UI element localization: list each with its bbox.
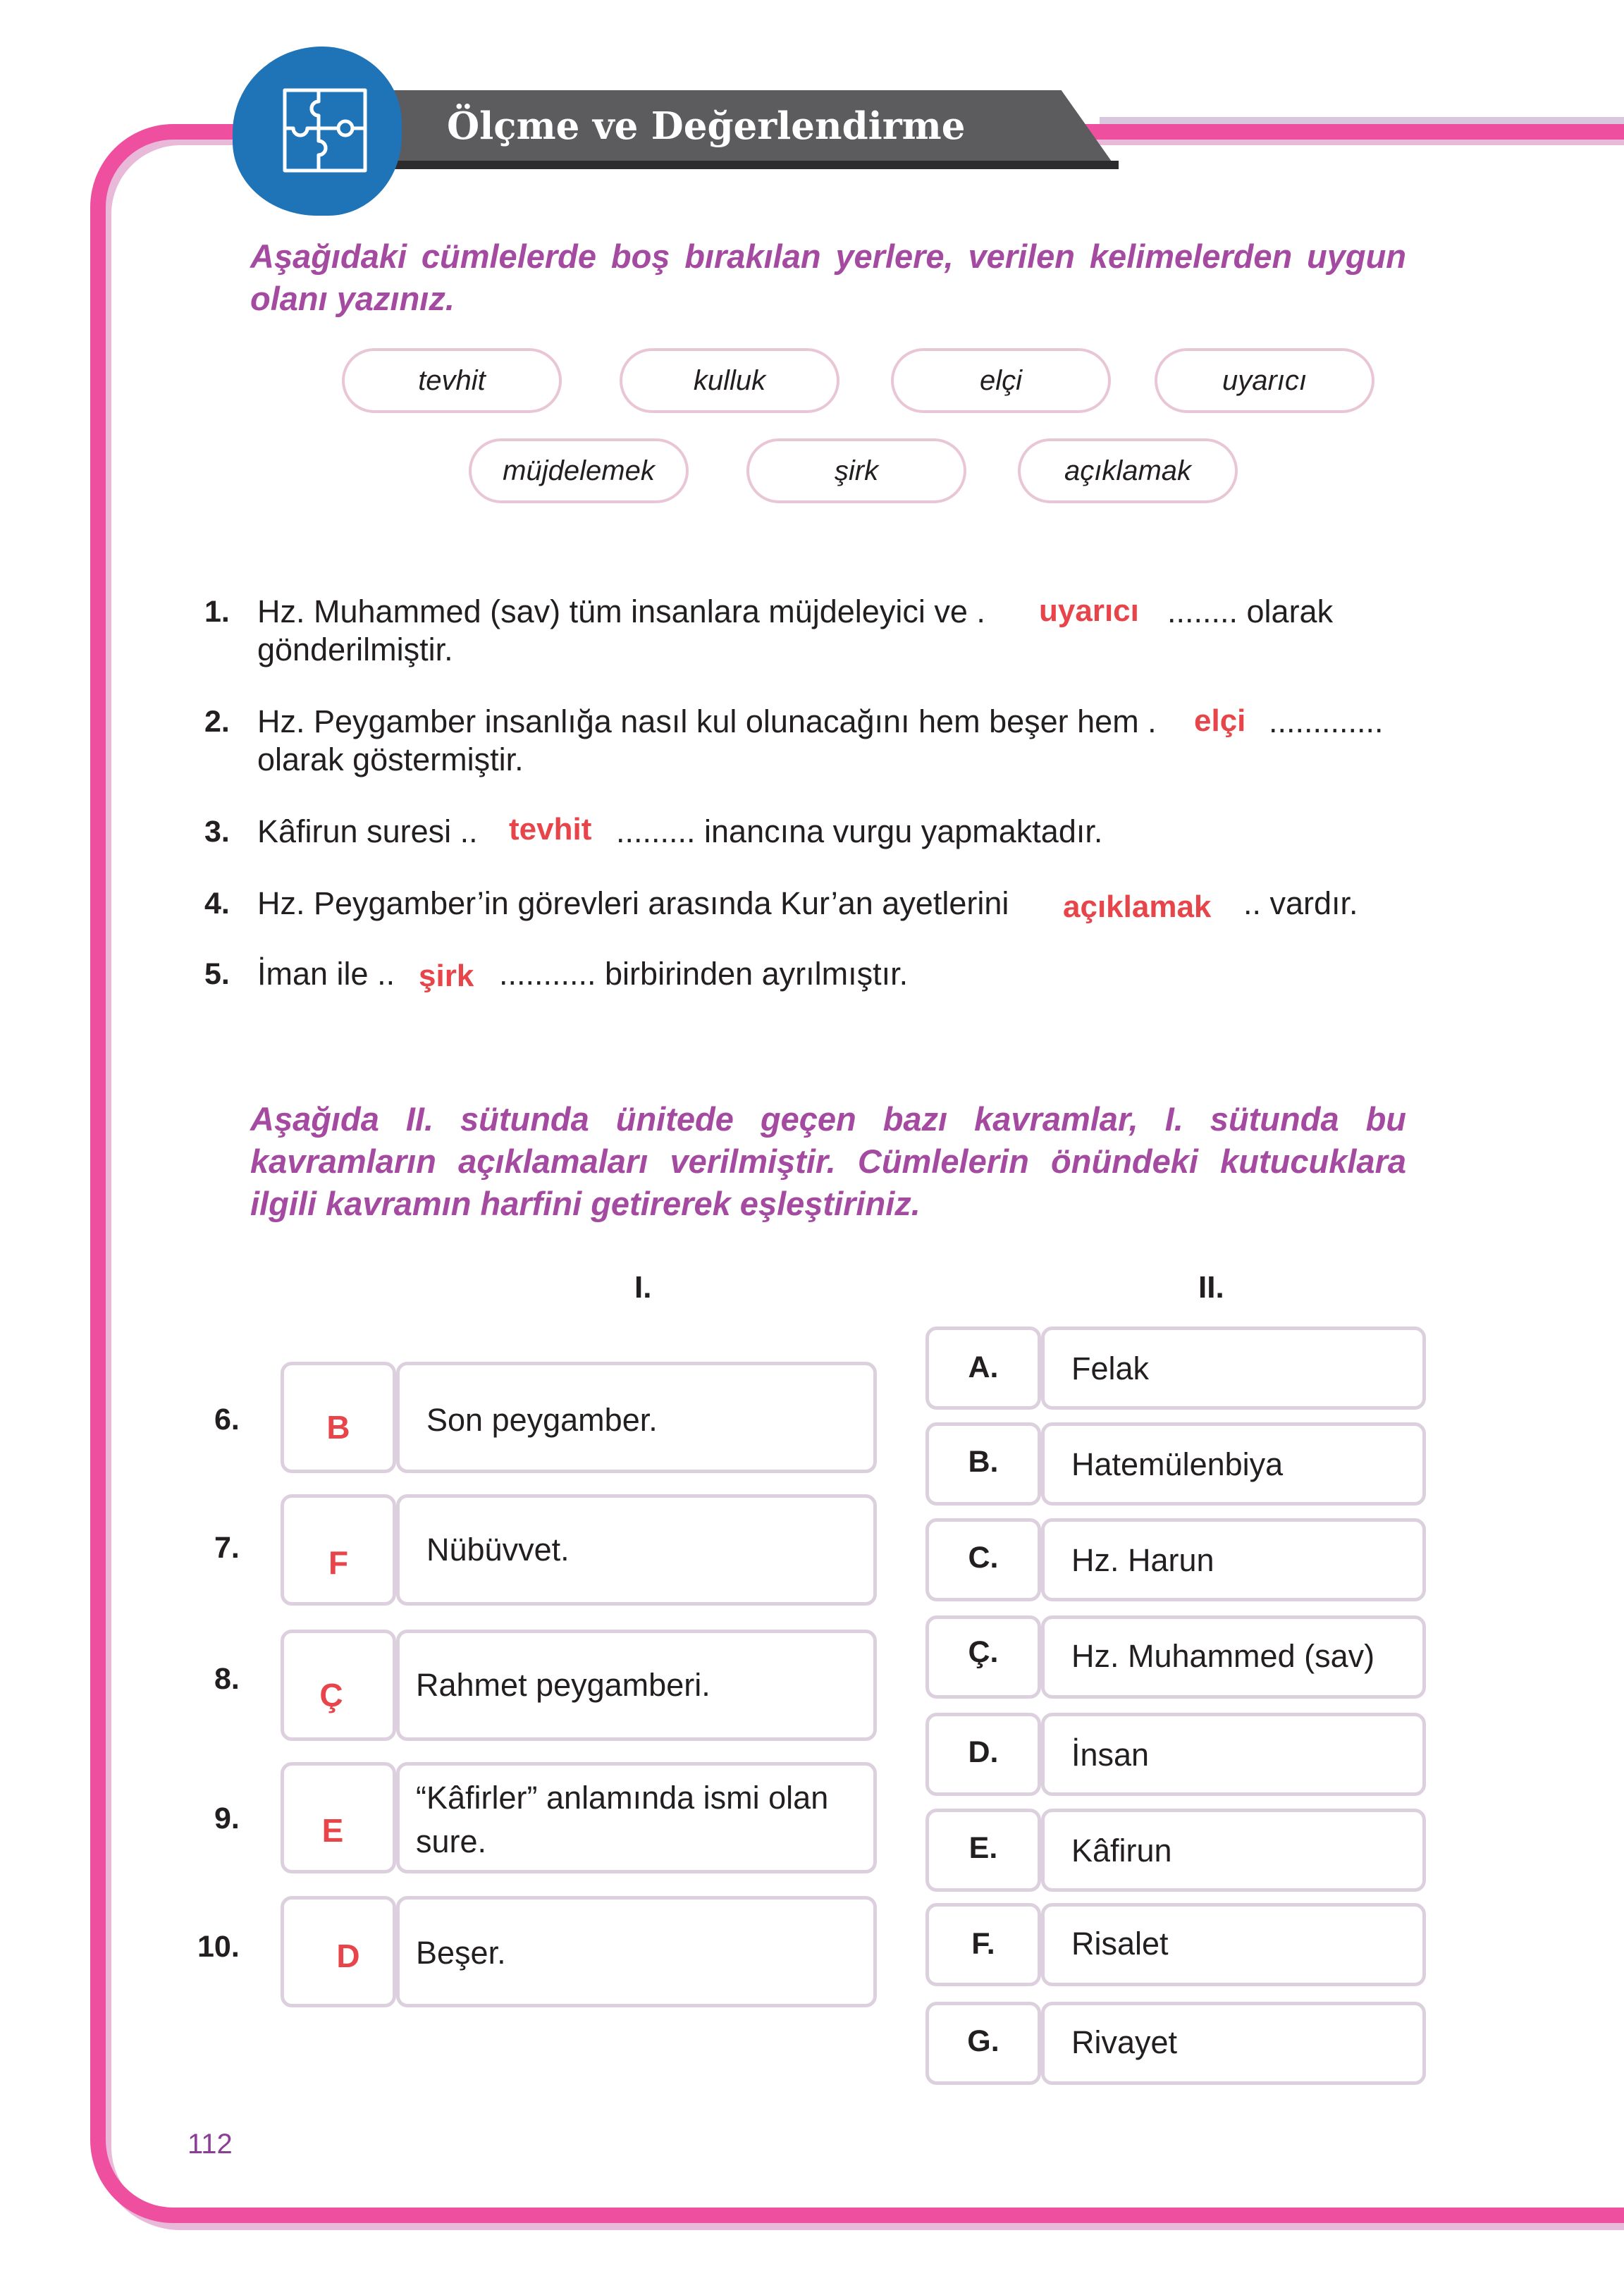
concept-letter: A.: [968, 1350, 999, 1384]
answer-handwritten: F: [328, 1544, 349, 1581]
match-number: 9.: [214, 1802, 240, 1835]
question-text: gönderilmiştir.: [257, 632, 453, 667]
concept-letter: C.: [968, 1541, 999, 1575]
section1-instruction: Aşağıdaki cümlelerde boş bırakılan yerlere, verilen kelimelerden uygun olanı yazınız.: [250, 238, 1406, 317]
concept-letter: G.: [967, 2024, 999, 2058]
concept-letter: F.: [971, 1927, 995, 1961]
match-number: 10.: [197, 1930, 240, 1964]
question-text: İman ile ..: [257, 956, 395, 992]
concept-letter: D.: [968, 1735, 999, 1769]
question-text: .. vardır.: [1243, 885, 1358, 921]
question-text: olarak göstermiştir.: [257, 741, 524, 777]
word-pill: uyarıcı: [1155, 348, 1374, 413]
header-bar-shadow: [347, 161, 1119, 169]
answer-handwritten: uyarıcı: [1039, 593, 1139, 628]
concept-letter: E.: [968, 1831, 998, 1865]
answer-handwritten: E: [321, 1812, 344, 1849]
concept-text: Risalet: [1071, 1926, 1169, 1962]
answer-handwritten: tevhit: [509, 812, 592, 847]
match-number: 7.: [214, 1531, 240, 1565]
question-number: 5.: [204, 957, 230, 991]
question-text: ........... birbirinden ayrılmıştır.: [499, 956, 909, 992]
section2-instruction: Aşağıda II. sütunda ünitede geçen bazı kavramlar, I. sütunda bu kavramların açıklamaları verilmiştir. Cümlelerin önündeki kutucuklara ilgili kavramın harfini getirerek eşleştiriniz.: [250, 1100, 1406, 1222]
answer-handwritten: D: [336, 1938, 360, 1974]
answer-handwritten: Ç: [319, 1677, 343, 1713]
question-number: 1.: [204, 595, 230, 629]
description-text: Nübüvvet.: [426, 1532, 570, 1568]
match-number: 8.: [214, 1662, 240, 1696]
word-pill: açıklamak: [1018, 438, 1238, 503]
header-title: Ölçme ve Değerlendirme: [447, 104, 966, 148]
word-pill: kulluk: [620, 348, 839, 413]
puzzle-icon: [281, 86, 369, 175]
concept-text: Hz. Muhammed (sav): [1071, 1638, 1375, 1674]
answer-handwritten: şirk: [419, 959, 474, 993]
description-text: “Kâfirler” anlamında ismi olan sure.: [416, 1780, 829, 1859]
concept-text: Hatemülenbiya: [1071, 1446, 1284, 1482]
answer-handwritten: elçi: [1194, 703, 1246, 738]
word-pill: elçi: [891, 348, 1111, 413]
question-text: ......... inancına vurgu yapmaktadır.: [616, 813, 1103, 849]
question-text: Hz. Muhammed (sav) tüm insanlara müjdeleyici ve .: [257, 593, 985, 629]
question-text: ........ olarak: [1167, 593, 1334, 629]
question-number: 2.: [204, 705, 230, 739]
description-text: Rahmet peygamberi.: [416, 1667, 710, 1703]
answer-handwritten: açıklamak: [1063, 889, 1212, 924]
question-text: Kâfirun suresi ..: [257, 813, 478, 849]
word-pill: tevhit: [342, 348, 562, 413]
concept-letter: Ç.: [968, 1635, 999, 1669]
concept-text: Felak: [1071, 1350, 1150, 1386]
word-pill: müjdelemek: [469, 438, 689, 503]
question-number: 4.: [204, 887, 230, 921]
concept-text: İnsan: [1071, 1737, 1150, 1773]
match-number: 6.: [214, 1403, 240, 1436]
page-number: 112: [187, 2129, 233, 2160]
question-text: Hz. Peygamber’in görevleri arasında Kur’an ayetlerini: [257, 885, 1009, 921]
concept-text: Kâfirun: [1071, 1833, 1172, 1869]
question-text: .............: [1269, 703, 1384, 739]
concept-text: Rivayet: [1071, 2024, 1178, 2060]
question-number: 3.: [204, 815, 230, 849]
description-text: Beşer.: [416, 1935, 506, 1971]
column-header-1: I.: [634, 1270, 652, 1305]
concept-letter: B.: [968, 1445, 999, 1479]
concept-text: Hz. Harun: [1071, 1542, 1214, 1578]
question-text: Hz. Peygamber insanlığa nasıl kul olunacağını hem beşer hem .: [257, 703, 1157, 739]
word-pill: şirk: [746, 438, 966, 503]
column-header-2: II.: [1198, 1270, 1224, 1305]
description-text: Son peygamber.: [426, 1402, 658, 1438]
answer-handwritten: B: [326, 1409, 350, 1446]
